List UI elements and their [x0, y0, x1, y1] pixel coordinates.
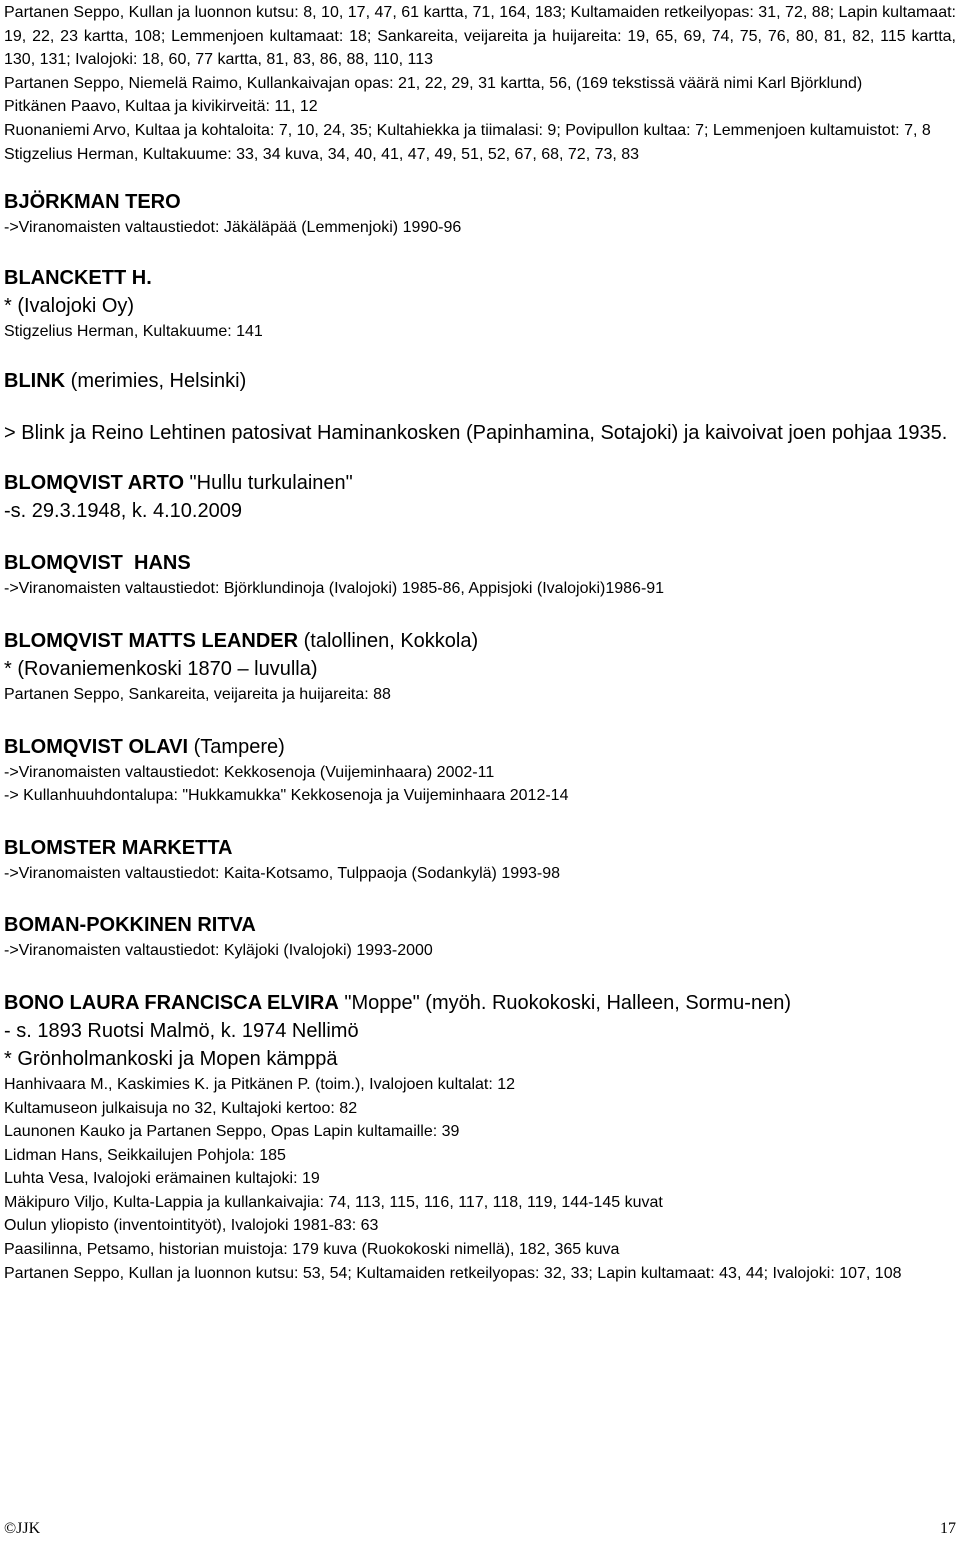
- entry-line: Stigzelius Herman, Kultakuume: 141: [4, 322, 263, 340]
- reference-line: Partanen Seppo, Kullan ja luonnon kutsu: 53, 54; Kultamaiden retkeilyopas: 32, 33; Lapin kultamaat: 43, 44; Ivalojoki: 107, 108: [4, 1264, 902, 1282]
- entry-line: ->Viranomaisten valtaustiedot: Jäkäläpää (Lemmenjoki) 1990-96: [4, 219, 462, 237]
- entry-name: BLOMQVIST MATTS LEANDER: [4, 629, 299, 652]
- entry-blomqvist-arto: [4, 469, 956, 525]
- entry-line: - s. 1893 Ruotsi Malmö, k. 1974 Nellimö: [4, 1019, 359, 1042]
- entry-name: BLOMQVIST OLAVI: [4, 735, 189, 758]
- copyright-label: ©JJK: [4, 1520, 41, 1537]
- reference-line: Hanhivaara M., Kaskimies K. ja Pitkänen P. (toim.), Ivalojoen kultalat: 12: [4, 1075, 516, 1093]
- entry-line: -s. 29.3.1948, k. 4.10.2009: [4, 500, 242, 523]
- entry-line: * (Ivalojoki Oy): [4, 294, 135, 317]
- reference-line: Partanen Seppo, Kullan ja luonnon kutsu: 8, 10, 17, 47, 61 kartta, 71, 164, 183; Kultamaiden retkeilyopas: 31, 72, 88; Lapin kultamaat: 19, 22, 23 kartta, 108; Lemmenjoen kultamaat: 18; Sankareita, veijareita ja huijareita: 19, 65, 69, 74, 75, 76, 80, 81, 82, 115 kartta, 130, 131; Ivalojoki: 18, 60, 77 kartta, 81, 83, 86, 88, 110, 113: [4, 4, 956, 69]
- entry-blink: [4, 367, 956, 447]
- entry-heading: [4, 367, 956, 395]
- entry-blanckett: [4, 264, 956, 344]
- entry-heading: [4, 834, 956, 862]
- entry-line: ->Viranomaisten valtaustiedot: Kaita-Kotsamo, Tulppaoja (Sodankylä) 1993-98: [4, 864, 561, 882]
- entry-heading: [4, 627, 956, 655]
- entry-name: BLINK: [4, 370, 66, 393]
- entry-heading: [4, 469, 956, 497]
- top-references: [4, 0, 956, 166]
- entry-bjorkman: [4, 188, 956, 240]
- entry-blomster: [4, 834, 956, 886]
- entry-blomqvist-matts: [4, 627, 956, 707]
- entry-name: BJÖRKMAN TERO: [4, 191, 181, 214]
- reference-line: Pitkänen Paavo, Kultaa ja kivikirveitä: 11, 12: [4, 98, 318, 116]
- entry-bono: [4, 989, 956, 1285]
- entry-subtitle: (Tampere): [188, 735, 285, 758]
- entry-heading: [4, 264, 956, 292]
- entry-heading: [4, 188, 956, 216]
- entry-blomqvist-olavi: [4, 733, 956, 808]
- reference-line: Paasilinna, Petsamo, historian muistoja: 179 kuva (Ruokokoski nimellä), 182, 365 kuva: [4, 1241, 620, 1259]
- entry-blomqvist-hans: [4, 549, 956, 601]
- reference-line: Mäkipuro Viljo, Kulta-Lappia ja kullankaivajia: 74, 113, 115, 116, 117, 118, 119, 144-145 kuvat: [4, 1193, 663, 1211]
- reference-line: Partanen Seppo, Niemelä Raimo, Kullankaivajan opas: 21, 22, 29, 31 kartta, 56, (169 tekstissä väärä nimi Karl Björklund): [4, 74, 863, 92]
- entry-heading: [4, 989, 956, 1017]
- entry-line: -> Kullanhuuhdontalupa: "Hukkamukka" Kekkosenoja ja Vuijeminhaara 2012-14: [4, 787, 569, 805]
- entry-heading: [4, 733, 956, 761]
- entry-name: BOMAN-POKKINEN RITVA: [4, 914, 256, 937]
- entry-name: BLOMQVIST ARTO: [4, 472, 184, 495]
- reference-line: Ruonaniemi Arvo, Kultaa ja kohtaloita: 7, 10, 24, 35; Kultahiekka ja tiimalasi: 9; Povipullon kultaa: 7; Lemmenjoen kultamuistot: 7, 8: [4, 121, 931, 139]
- entry-subtitle: (talollinen, Kokkola): [298, 629, 479, 652]
- entry-name: BLOMSTER MARKETTA: [4, 836, 233, 859]
- entry-subtitle: "Hullu turkulainen": [184, 472, 353, 495]
- reference-line: Launonen Kauko ja Partanen Seppo, Opas Lapin kultamaille: 39: [4, 1123, 460, 1141]
- entry-name: BONO LAURA FRANCISCA ELVIRA: [4, 991, 339, 1014]
- entry-heading: [4, 549, 956, 577]
- entry-line: > Blink ja Reino Lehtinen patosivat Haminankosken (Papinhamina, Sotajoki) ja kaivoivat joen pohjaa 1935.: [4, 422, 948, 445]
- reference-line: Lidman Hans, Seikkailujen Pohjola: 185: [4, 1146, 286, 1164]
- page-footer: [4, 1520, 956, 1538]
- entry-line: * (Rovaniemenkoski 1870 – luvulla): [4, 657, 318, 680]
- reference-line: Oulun yliopisto (inventointityöt), Ivalojoki 1981-83: 63: [4, 1217, 379, 1235]
- entry-line: ->Viranomaisten valtaustiedot: Kekkosenoja (Vuijeminhaara) 2002-11: [4, 763, 495, 781]
- entry-line: Partanen Seppo, Sankareita, veijareita ja huijareita: 88: [4, 685, 391, 703]
- entry-line: * Grönholmankoski ja Mopen kämppä: [4, 1047, 338, 1070]
- entry-name: BLOMQVIST HANS: [4, 552, 191, 575]
- page-number: 17: [940, 1520, 956, 1537]
- reference-line: Kultamuseon julkaisuja no 32, Kultajoki kertoo: 82: [4, 1099, 358, 1117]
- reference-line: Luhta Vesa, Ivalojoki erämainen kultajoki: 19: [4, 1170, 320, 1188]
- entry-line: ->Viranomaisten valtaustiedot: Kyläjoki (Ivalojoki) 1993-2000: [4, 942, 433, 960]
- entry-name: BLANCKETT H.: [4, 266, 152, 289]
- entry-heading: [4, 911, 956, 939]
- reference-line: Stigzelius Herman, Kultakuume: 33, 34 kuva, 34, 40, 41, 47, 49, 51, 52, 67, 68, 72, 73, 83: [4, 145, 640, 163]
- entry-subtitle: "Moppe" (myöh. Ruokokoski, Halleen, Sormu-nen): [338, 991, 791, 1014]
- entry-boman: [4, 911, 956, 963]
- entry-subtitle: (merimies, Helsinki): [65, 370, 247, 393]
- entry-line: ->Viranomaisten valtaustiedot: Björklundinoja (Ivalojoki) 1985-86, Appisjoki (Ivalojoki)1986-91: [4, 580, 665, 598]
